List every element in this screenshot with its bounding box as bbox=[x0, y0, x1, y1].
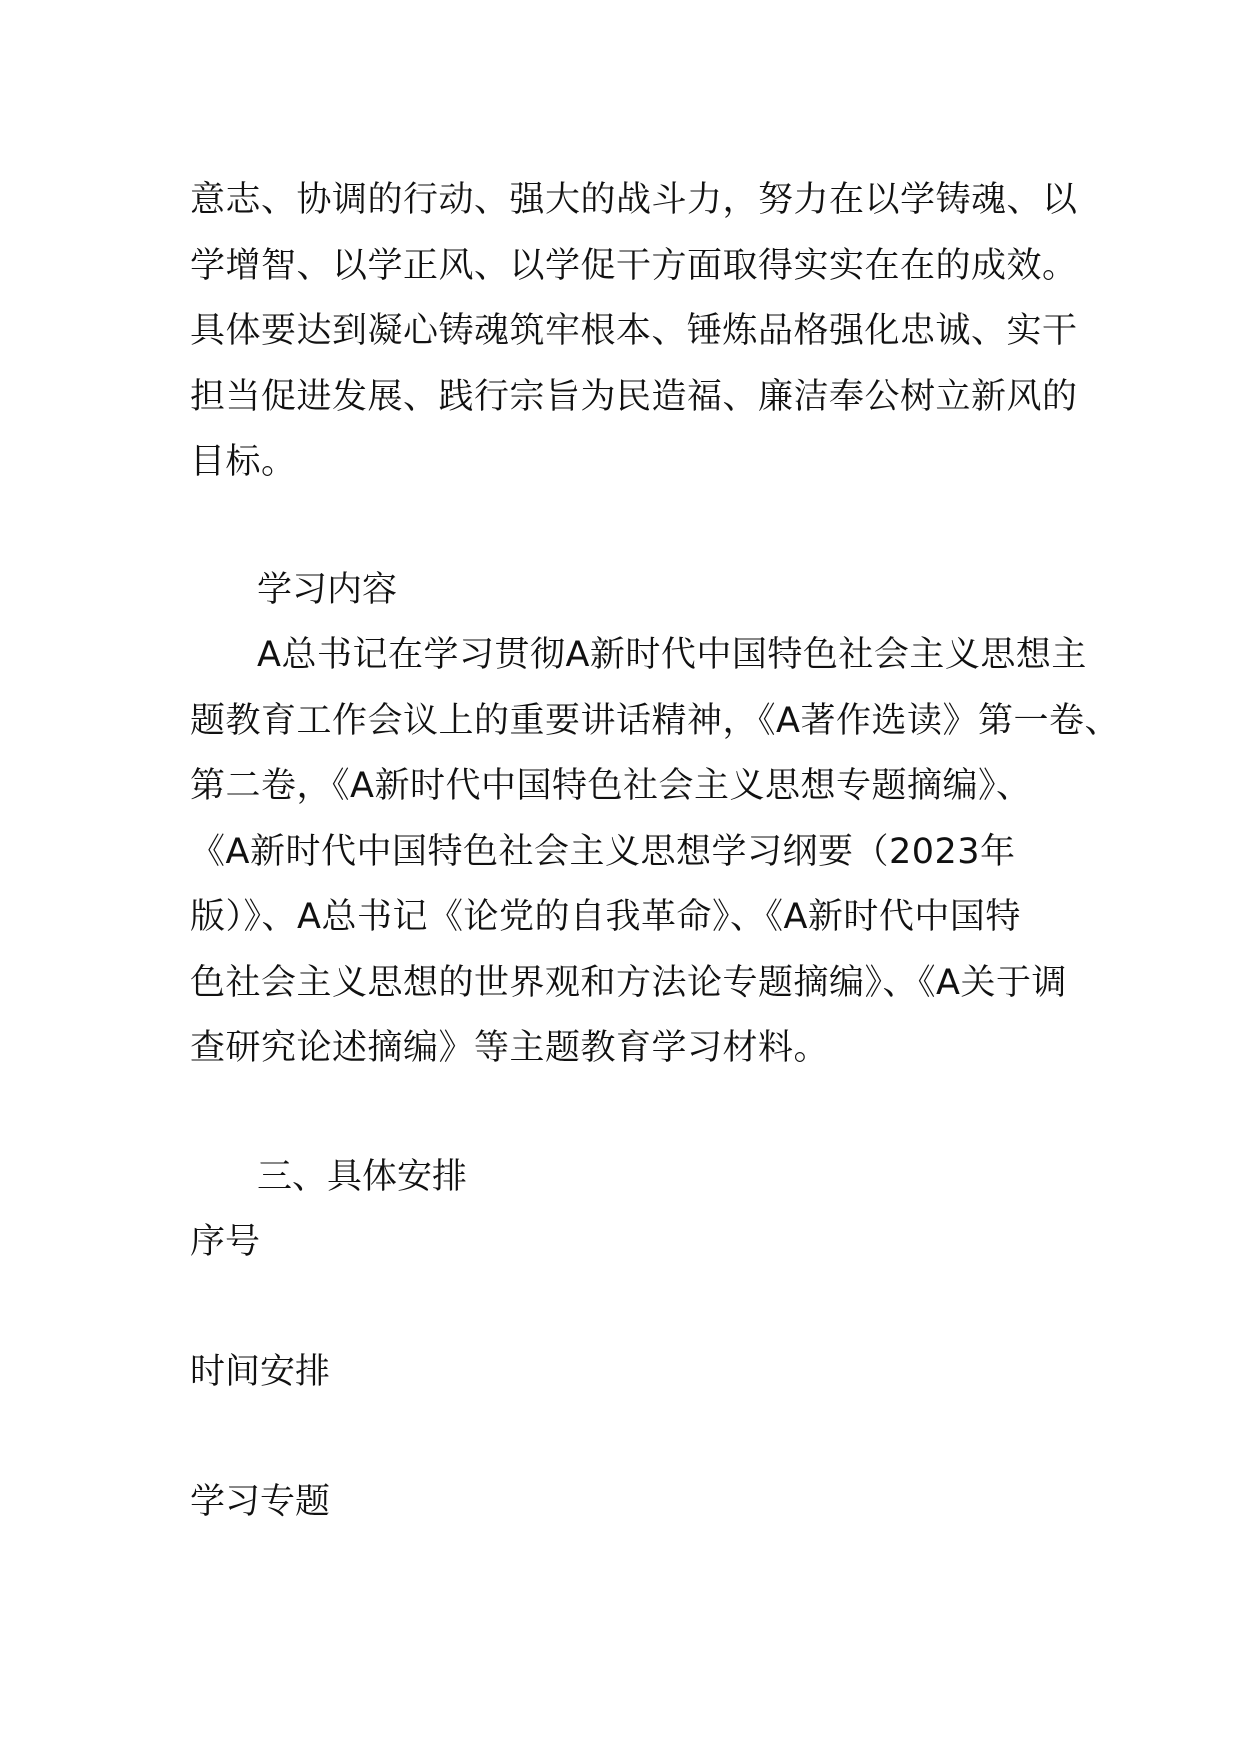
paragraph-study-content bbox=[190, 623, 1120, 1082]
text-line: 担当促进发展、践行宗旨为民造福、廉洁奉公树立新风的 bbox=[190, 376, 1078, 417]
text-line: 版）》、A总书记《论党的自我革命》、《A新时代中国特 bbox=[190, 897, 1021, 937]
text-line: 查研究论述摘编》等主题教育学习材料。 bbox=[190, 1028, 830, 1068]
text-line: 学增智、以学正风、以学促干方面取得实实在在的成效。 bbox=[190, 245, 1078, 286]
table-header-time: 时间安排 bbox=[190, 1352, 331, 1392]
text-line: 第二卷，《A新时代中国特色社会主义思想专题摘编》、 bbox=[190, 766, 1032, 806]
text-line: 题教育工作会议上的重要讲话精神，《A著作选读》第一卷、 bbox=[190, 700, 1120, 741]
text-line: 目标。 bbox=[190, 442, 297, 482]
text-line: 色社会主义思想的世界观和方法论专题摘编》、《A关于调 bbox=[190, 962, 1067, 1003]
section-heading-arrangement: 三、具体安排 bbox=[257, 1157, 468, 1197]
paragraph-goals bbox=[190, 168, 1078, 496]
text-line: A总书记在学习贯彻A新时代中国特色社会主义思想主 bbox=[257, 635, 1087, 675]
table-header-index: 序号 bbox=[190, 1222, 261, 1262]
text-line: 《A新时代中国特色社会主义思想学习纲要（2023年 bbox=[190, 831, 1016, 872]
text-line: 具体要达到凝心铸魂筑牢根本、锤炼品格强化忠诚、实干 bbox=[190, 311, 1078, 351]
text-line: 意志、协调的行动、强大的战斗力，努力在以学铸魂、以 bbox=[190, 180, 1078, 220]
section-heading-content: 学习内容 bbox=[257, 570, 398, 610]
table-header-topic: 学习专题 bbox=[190, 1482, 331, 1522]
